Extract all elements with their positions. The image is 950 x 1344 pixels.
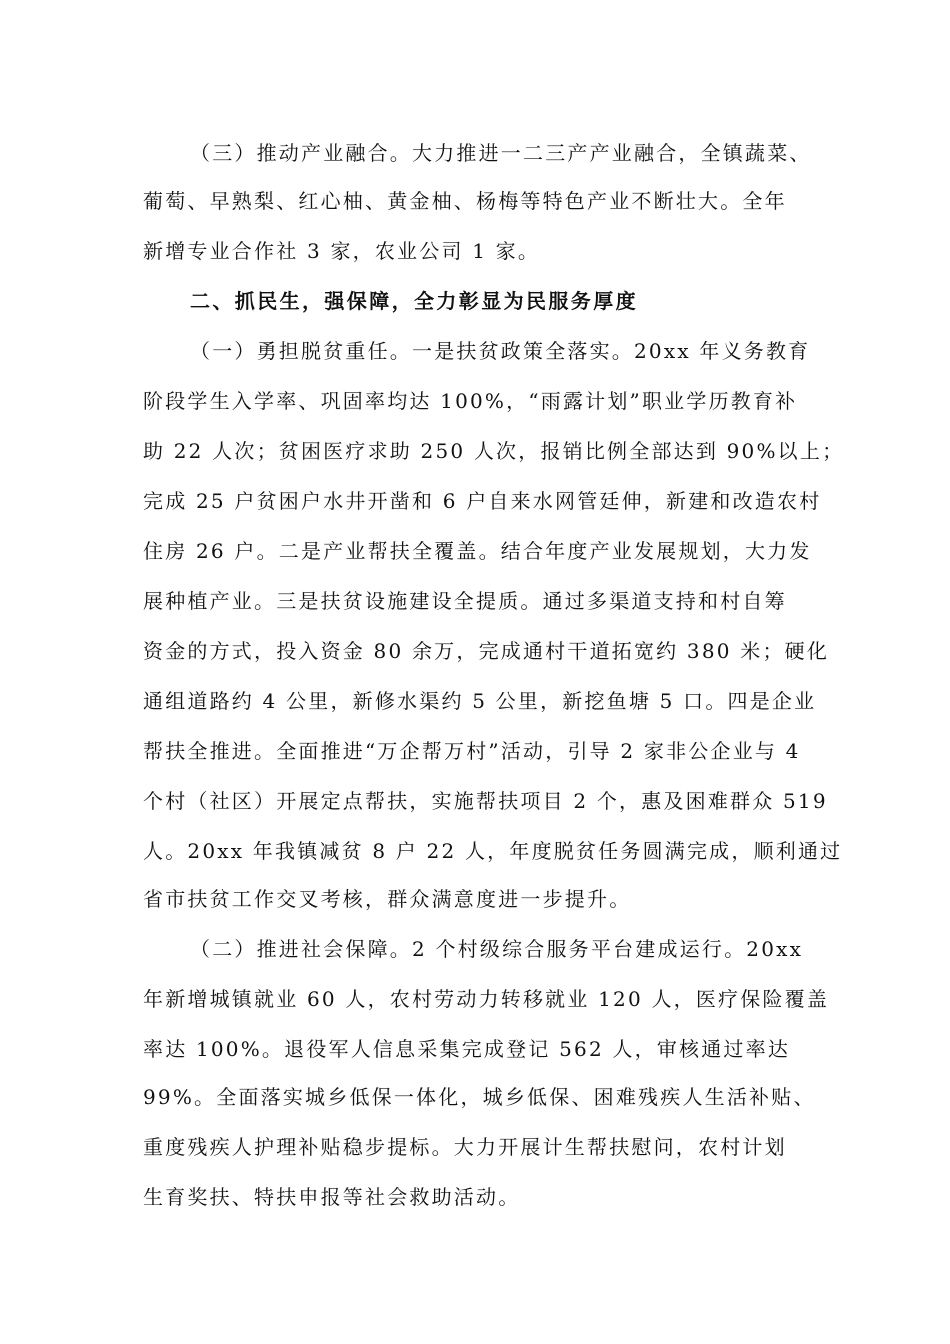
paragraph-line: 展种植产业。三是扶贫设施建设全提质。通过多渠道支持和村自筹 (143, 589, 787, 613)
paragraph-line: （一）勇担脱贫重任。一是扶贫政策全落实。20xx 年义务教育 (190, 339, 811, 363)
paragraph-line: （三）推动产业融合。大力推进一二三产产业融合，全镇蔬菜、 (190, 141, 812, 165)
paragraph-line: （二）推进社会保障。2 个村级综合服务平台建成运行。20xx (190, 937, 804, 961)
paragraph-line: 人。20xx 年我镇减贫 8 户 22 人，年度脱贫任务圆满完成，顺利通过 (143, 839, 843, 863)
paragraph-line: 助 22 人次；贫困医疗求助 250 人次，报销比例全部达到 90%以上； (143, 439, 845, 463)
paragraph-line: 生育奖扶、特扶申报等社会救助活动。 (143, 1185, 521, 1209)
paragraph-line: 通组道路约 4 公里，新修水渠约 5 公里，新挖鱼塘 5 口。四是企业 (143, 689, 817, 713)
section-heading: 二、抓民生，强保障，全力彰显为民服务厚度 (190, 289, 638, 313)
paragraph-line: 省市扶贫工作交叉考核，群众满意度进一步提升。 (143, 887, 632, 911)
paragraph-line: 葡萄、早熟梨、红心柚、黄金柚、杨梅等特色产业不断壮大。全年 (143, 189, 787, 213)
paragraph-line: 资金的方式，投入资金 80 余万，完成通村干道拓宽约 380 米；硬化 (143, 639, 830, 663)
paragraph-line: 阶段学生入学率、巩固率均达 100%，“雨露计划”职业学历教育补 (143, 389, 798, 413)
paragraph-line: 率达 100%。退役军人信息采集完成登记 562 人，审核通过率达 (143, 1037, 791, 1061)
paragraph-line: 住房 26 户。二是产业帮扶全覆盖。结合年度产业发展规划，大力发 (143, 539, 812, 563)
paragraph-line: 完成 25 户贫困户水井开凿和 6 户自来水网管廷伸，新建和改造农村 (143, 489, 822, 513)
paragraph-line: 年新增城镇就业 60 人，农村劳动力转移就业 120 人，医疗保险覆盖 (143, 987, 830, 1011)
paragraph-line: 帮扶全推进。全面推进“万企帮万村”活动，引导 2 家非公企业与 4 (143, 739, 801, 763)
paragraph-line: 99%。全面落实城乡低保一体化，城乡低保、困难残疾人生活补贴、 (143, 1085, 816, 1109)
paragraph-line: 新增专业合作社 3 家，农业公司 1 家。 (143, 239, 541, 263)
paragraph-line: 重度残疾人护理补贴稳步提标。大力开展计生帮扶慰问，农村计划 (143, 1135, 787, 1159)
paragraph-line: 个村（社区）开展定点帮扶，实施帮扶项目 2 个，惠及困难群众 519 (143, 789, 828, 813)
